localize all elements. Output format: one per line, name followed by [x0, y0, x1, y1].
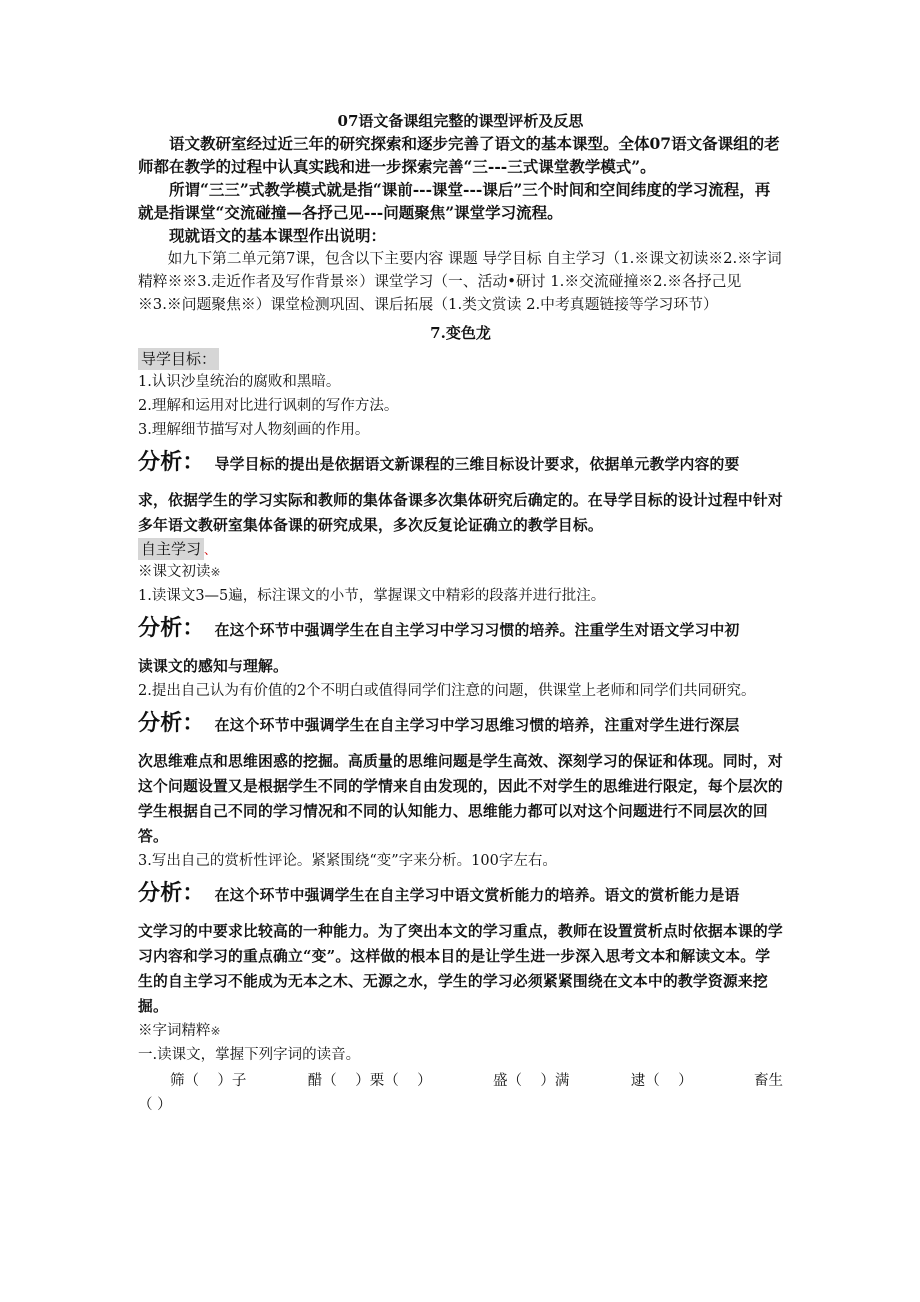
task-1: 1.读课文3—5遍，标注课文的小节，掌握课文中精彩的段落并进行批注。 [138, 588, 606, 604]
analysis-goals [138, 448, 783, 480]
analysis-goals-first: 导学目标的提出是依据语文新课程的三维目标设计要求，依据单元教学内容的要 [214, 456, 740, 473]
pron-item: 畜生 [754, 1073, 783, 1089]
pron-tail: （ ） [138, 1097, 172, 1113]
self-study-mark: 、 [204, 543, 217, 557]
structure-note: 如九下第二单元第7课，包含以下主要内容 课题 导学目标 自主学习（1.※课文初读※2.※字词精粹※※3.走近作者及写作背景※）课堂学习（一、活动•研讨 1.※交流碰撞※2.※各抒己见※3.※问题聚焦※）课堂检测巩固、课后拓展（1.类文赏读 2.中考真题链接等学习环节） [138, 250, 782, 313]
analysis-3-first: 在这个环节中强调学生在自主学习中语文赏析能力的培养。语文的赏析能力是语 [214, 887, 740, 904]
goal-item-1: 1.认识沙皇统治的腐败和黑暗。 [138, 374, 341, 390]
goals-heading [138, 348, 783, 370]
analysis-2-first: 在这个环节中强调学生在自主学习中学习思维习惯的培养，注重对学生进行深层 [214, 717, 740, 734]
task-2: 2.提出自己认为有价值的2个不明白或值得同学们注意的问题，供课堂上老师和同学们共同研究。 [138, 683, 756, 699]
goal-item-2: 2.理解和运用对比进行讽刺的写作方法。 [138, 398, 399, 414]
analysis-3-rest: 文学习的中要求比较高的一种能力。为了突出本文的学习重点，教师在设置赏析点时依据本课的学习内容和学习的重点确立“变”。这样做的根本目的是让学生进一步深入思考文本和解读文本。学生的自主学习不能成为无本之木、无源之水，学生的学习必须紧紧围绕在文本中的教学资源来挖掘。 [138, 923, 783, 1015]
intro-paragraph-3: 现就语文的基本课型作出说明： [169, 226, 387, 245]
reading-heading-label: ※课文初读 [138, 564, 211, 580]
analysis-1 [138, 614, 783, 646]
goal-item-3: 3.理解细节描写对人物刻画的作用。 [138, 422, 370, 438]
document-title: 07语文备课组完整的课型评析及反思 [337, 112, 584, 130]
reading-heading [138, 560, 783, 584]
analysis-1-first: 在这个环节中强调学生在自主学习中学习习惯的培养。注重学生对语文学习中初 [214, 622, 740, 639]
vocab-heading [138, 1019, 783, 1043]
analysis-label: 分析： [138, 616, 205, 641]
document-page [138, 108, 783, 1117]
pron-item: 盛（ ）满 [492, 1073, 570, 1089]
vocab-heading-label: ※字词精粹 [138, 1023, 211, 1039]
analysis-2 [138, 709, 783, 741]
goals-heading-label: 导学目标： [138, 348, 219, 370]
intro-paragraph-1: 语文教研室经过近三年的研究探索和逐步完善了语文的基本课型。全体07语文备课组的老师都在教学的过程中认真实践和进一步探索完善“三---三式课堂教学模式”。 [138, 134, 780, 176]
pron-item: 筛（ ）子 [170, 1073, 247, 1089]
analysis-label: 分析： [138, 711, 205, 736]
lesson-title: 7.变色龙 [430, 324, 491, 342]
self-study-label: 自主学习 [138, 538, 204, 560]
reading-mark: ※ [210, 565, 221, 579]
task-3: 3.写出自己的赏析性评论。紧紧围绕“变”字来分析。100字左右。 [138, 853, 557, 869]
pron-item: 逮（ ） [630, 1073, 693, 1089]
analysis-label: 分析： [138, 881, 205, 906]
analysis-2-rest: 次思维难点和思维困惑的挖掘。高质量的思维问题是学生高效、深刻学习的保证和体现。同时，对这个问题设置又是根据学生不同的学情来自由发现的，因此不对学生的思维进行限定，每个层次的学生根据自己不同的学习情况和不同的认知能力、思维能力都可以对这个问题进行不同层次的回答。 [138, 753, 783, 845]
intro-paragraph-2: 所谓“三三”式教学模式就是指“课前---课堂---课后”三个时间和空间纬度的学习流程，再就是指课堂“交流碰撞—各抒己见---问题聚焦”课堂学习流程。 [138, 180, 771, 222]
vocab-task: 一.读课文，掌握下列字词的读音。 [138, 1047, 361, 1063]
analysis-1-rest: 读课文的感知与理解。 [138, 658, 288, 675]
analysis-goals-rest: 求，依据学生的学习实际和教师的集体备课多次集体研究后确定的。在导学目标的设计过程中针对多年语文教研室集体备课的研究成果，多次反复论证确立的教学目标。 [138, 492, 783, 534]
pron-item: 醋（ ）栗（ ） [307, 1073, 432, 1089]
analysis-label: 分析： [138, 450, 205, 475]
self-study-heading [138, 538, 783, 560]
analysis-3 [138, 879, 783, 911]
pronunciation-row [138, 1069, 783, 1093]
vocab-mark: ※ [210, 1024, 221, 1038]
